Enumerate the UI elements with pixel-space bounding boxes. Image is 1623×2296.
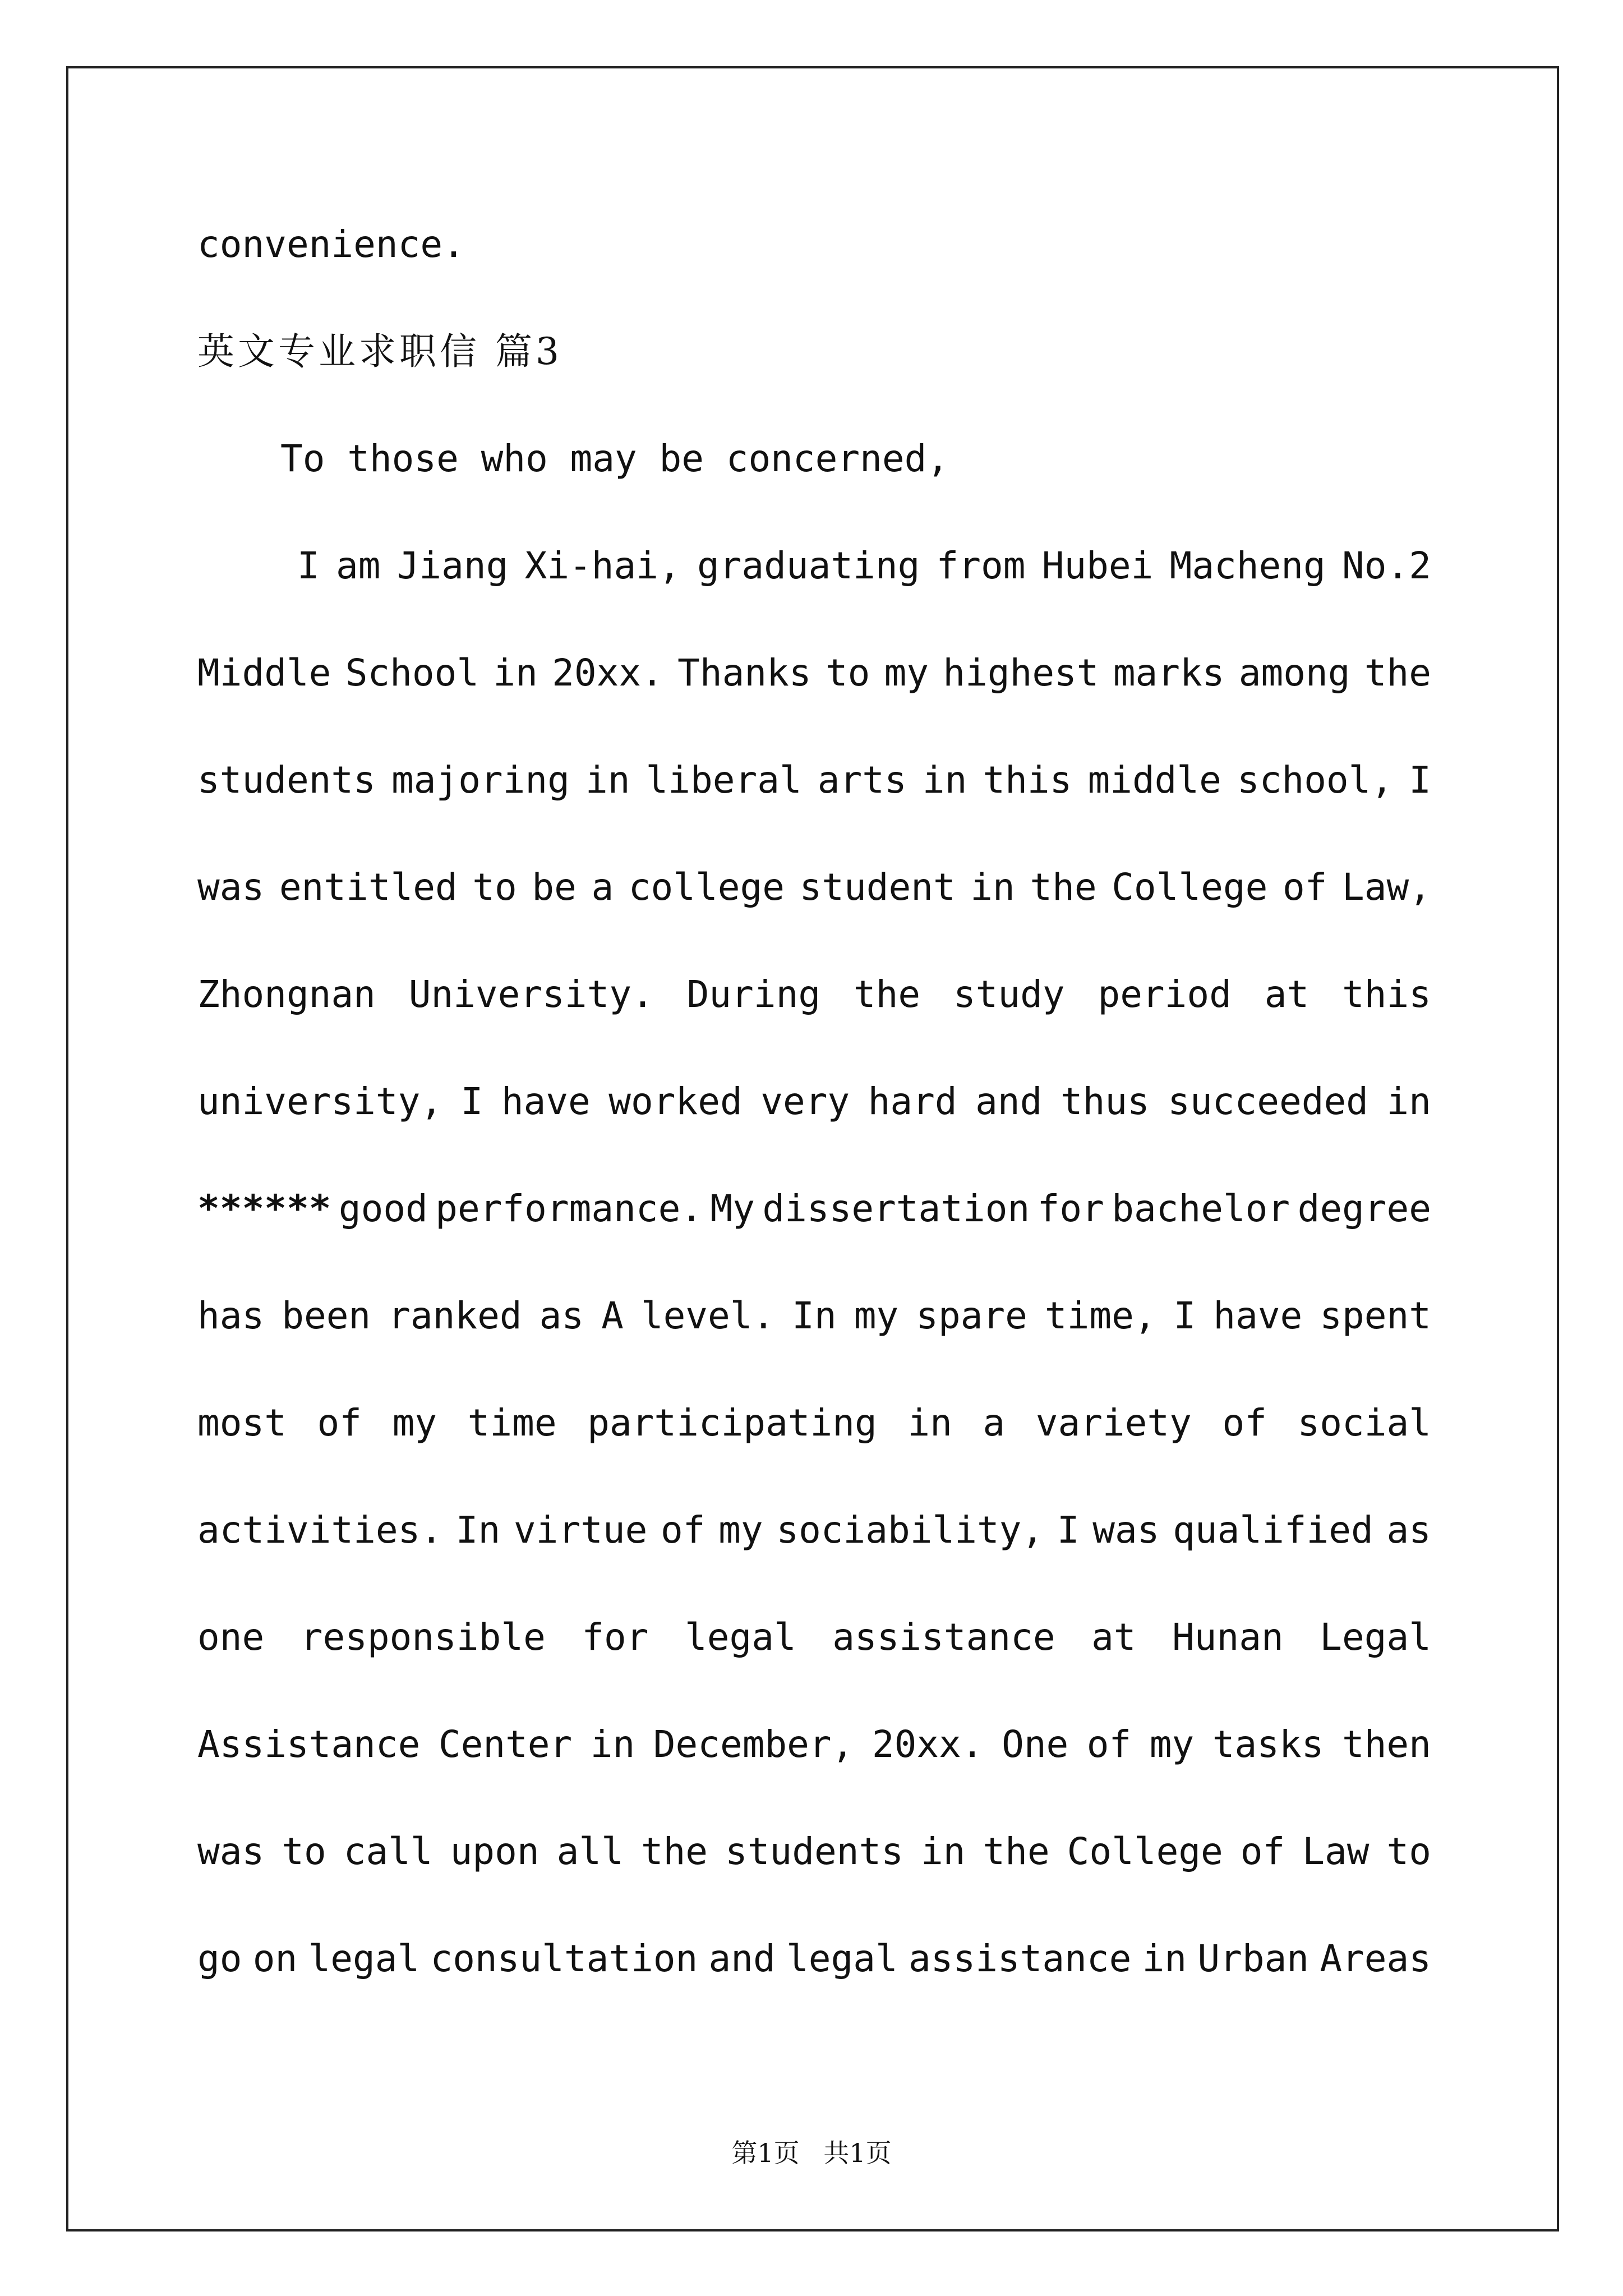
word: my: [884, 651, 929, 694]
word: University.: [408, 973, 654, 1016]
word: dissertation: [762, 1187, 1030, 1230]
word: as: [539, 1294, 584, 1337]
word: in: [970, 866, 1015, 909]
word: of: [1282, 866, 1327, 909]
word: the: [853, 973, 921, 1016]
word: tasks: [1212, 1723, 1324, 1766]
word: and: [708, 1937, 776, 1980]
paragraph-line: [197, 941, 1431, 1048]
word: in: [907, 1401, 952, 1444]
word: Assistance: [197, 1723, 421, 1766]
page-number-total: 共1页: [823, 2138, 892, 2168]
word: A: [601, 1294, 624, 1337]
word: of: [1086, 1723, 1132, 1766]
document-body: [197, 191, 1431, 2012]
word: I: [1057, 1508, 1080, 1552]
previous-paragraph-tail: convenience.: [197, 223, 465, 266]
word: worked: [608, 1080, 743, 1123]
word: spare: [916, 1294, 1027, 1337]
paragraph-line: [197, 619, 1431, 726]
word: Areas: [1320, 1937, 1431, 1980]
word: my: [854, 1294, 899, 1337]
paragraph-line: [197, 1476, 1431, 1584]
word: was: [197, 1830, 265, 1873]
word: succeeded: [1168, 1080, 1368, 1123]
word: to: [1386, 1830, 1431, 1873]
word: participating: [587, 1401, 877, 1444]
word: have: [1213, 1294, 1303, 1337]
word: among: [1238, 651, 1350, 694]
word: 20xx.: [872, 1723, 984, 1766]
word: as: [1386, 1508, 1431, 1552]
word: Law,: [1342, 866, 1431, 909]
word: I: [460, 1080, 483, 1123]
word: period: [1098, 973, 1232, 1016]
word: my: [718, 1508, 763, 1552]
word: in: [922, 758, 967, 802]
word: to: [472, 866, 517, 909]
word: liberal: [645, 758, 802, 802]
word: My: [710, 1187, 755, 1230]
word: Macheng: [1169, 544, 1326, 587]
word: Middle: [197, 651, 331, 694]
word: consultation: [430, 1937, 698, 1980]
word: this: [1342, 973, 1431, 1016]
paragraph-line: [197, 1369, 1431, 1476]
word: degree: [1297, 1187, 1431, 1230]
word: I: [297, 544, 320, 587]
paragraph-line: [197, 834, 1431, 941]
word: legal: [685, 1616, 796, 1659]
word: was: [197, 866, 265, 909]
word: to: [282, 1830, 326, 1873]
word: students: [725, 1830, 903, 1873]
word: assistance: [832, 1616, 1055, 1659]
word: students: [197, 758, 376, 802]
word: university,: [197, 1080, 443, 1123]
word: time,: [1044, 1294, 1156, 1337]
word: No.2: [1341, 544, 1431, 587]
word: highest: [943, 651, 1099, 694]
paragraph-line: [197, 1584, 1431, 1691]
word: virtue: [513, 1508, 648, 1552]
letter-paragraph: [197, 512, 1431, 2012]
word: on: [252, 1937, 298, 1980]
word: one: [197, 1616, 265, 1659]
word: the: [983, 1830, 1050, 1873]
word: in: [1142, 1937, 1187, 1980]
word: of: [1222, 1401, 1267, 1444]
word: at: [1091, 1616, 1136, 1659]
word: time: [467, 1401, 557, 1444]
word: hard: [868, 1080, 957, 1123]
word: School: [345, 651, 479, 694]
word: good: [338, 1187, 428, 1230]
paragraph-line: [197, 1155, 1431, 1262]
word: ranked: [388, 1294, 522, 1337]
word: in: [1386, 1080, 1431, 1123]
paragraph-line: [197, 1048, 1431, 1155]
word: then: [1341, 1723, 1431, 1766]
paragraph-line: [197, 1691, 1431, 1798]
word: Xi-hai,: [524, 544, 681, 587]
word: sociability,: [776, 1508, 1044, 1552]
word: a: [983, 1401, 1006, 1444]
word: very: [760, 1080, 850, 1123]
word: ******: [197, 1187, 331, 1230]
word: in: [585, 758, 630, 802]
page-number-current: 第1页: [731, 2138, 800, 2168]
word: I: [1173, 1294, 1196, 1337]
paragraph-line: [197, 726, 1431, 834]
word: call: [343, 1830, 433, 1873]
word: middle: [1087, 758, 1221, 802]
word: legal: [308, 1937, 420, 1980]
word: be: [532, 866, 577, 909]
word: variety: [1035, 1401, 1192, 1444]
word: of: [661, 1508, 706, 1552]
word: Hubei: [1041, 544, 1154, 587]
word: spent: [1320, 1294, 1431, 1337]
word: has: [197, 1294, 265, 1337]
word: a: [591, 866, 614, 909]
section-heading: 英文专业求职信 篇3: [197, 330, 562, 373]
word: at: [1264, 973, 1310, 1016]
word: qualified: [1173, 1508, 1373, 1552]
word: College: [1067, 1830, 1223, 1873]
page-footer: [0, 2136, 1623, 2170]
word: to: [825, 651, 870, 694]
word: of: [317, 1401, 362, 1444]
word: in: [590, 1723, 635, 1766]
word: thus: [1060, 1080, 1150, 1123]
word: the: [640, 1830, 708, 1873]
word: Law: [1302, 1830, 1370, 1873]
word: the: [1030, 866, 1097, 909]
word: bachelor: [1112, 1187, 1290, 1230]
word: upon: [450, 1830, 540, 1873]
word: Hunan: [1172, 1616, 1284, 1659]
word: responsible: [300, 1616, 546, 1659]
word: go: [197, 1937, 242, 1980]
word: Zhongnan: [197, 973, 376, 1016]
paragraph-line: [197, 512, 1431, 619]
word: One: [1002, 1723, 1069, 1766]
word: am: [335, 544, 381, 587]
word: marks: [1113, 651, 1225, 694]
word: I: [1409, 758, 1431, 802]
word: school,: [1237, 758, 1394, 802]
word: my: [1149, 1723, 1195, 1766]
word: 20xx.: [552, 651, 663, 694]
word: level.: [640, 1294, 775, 1337]
word: in: [920, 1830, 966, 1873]
word: in: [493, 651, 538, 694]
word: the: [1364, 651, 1431, 694]
word: of: [1240, 1830, 1285, 1873]
word: Center: [438, 1723, 573, 1766]
word: graduating: [697, 544, 920, 587]
paragraph-line: [197, 1798, 1431, 1905]
word: legal: [786, 1937, 898, 1980]
word: student: [799, 866, 956, 909]
salutation: To those who may be concerned,: [280, 437, 949, 480]
word: all: [556, 1830, 624, 1873]
word: Jiang: [396, 544, 509, 587]
word: December,: [653, 1723, 854, 1766]
word: social: [1297, 1401, 1431, 1444]
word: majoring: [391, 758, 570, 802]
word: assistance: [908, 1937, 1132, 1980]
word: Thanks: [677, 651, 811, 694]
word: for: [582, 1616, 649, 1659]
word: most: [197, 1401, 287, 1444]
word: activities.: [197, 1508, 443, 1552]
word: During: [686, 973, 821, 1016]
word: from: [936, 544, 1026, 587]
word: have: [501, 1080, 591, 1123]
paragraph-line: [197, 1262, 1431, 1369]
word: Legal: [1320, 1616, 1431, 1659]
word: In: [792, 1294, 837, 1337]
word: my: [392, 1401, 437, 1444]
word: was: [1092, 1508, 1160, 1552]
word: In: [455, 1508, 501, 1552]
word: Urban: [1197, 1937, 1310, 1980]
word: entitled: [279, 866, 458, 909]
word: College: [1112, 866, 1268, 909]
paragraph-line: [197, 1905, 1431, 2012]
word: performance.: [435, 1187, 703, 1230]
word: study: [953, 973, 1065, 1016]
word: college: [628, 866, 785, 909]
word: arts: [817, 758, 907, 802]
word: for: [1037, 1187, 1104, 1230]
word: this: [983, 758, 1072, 802]
word: and: [975, 1080, 1043, 1123]
word: been: [282, 1294, 371, 1337]
